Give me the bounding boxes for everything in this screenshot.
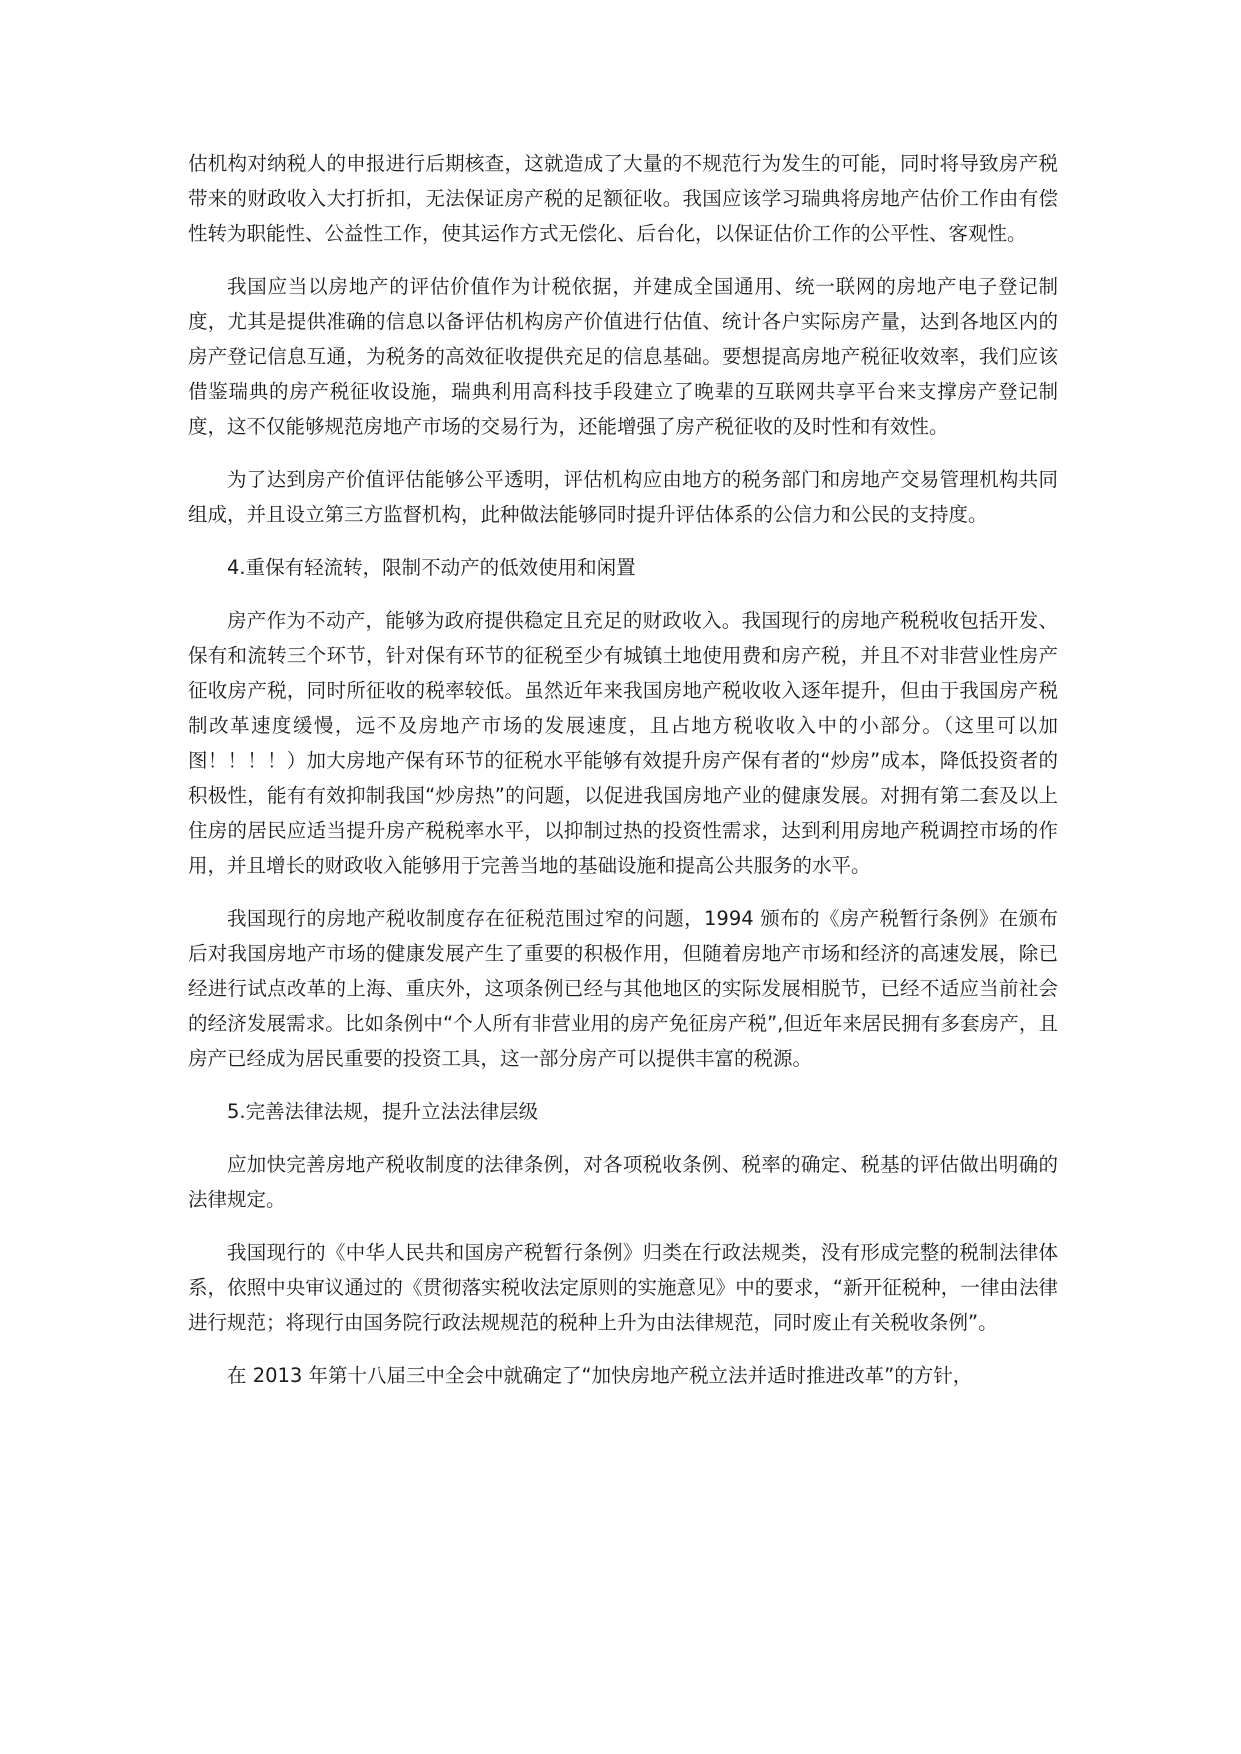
paragraph-holding-tax: 房产作为不动产，能够为政府提供稳定且充足的财政收入。我国现行的房地产税税收包括开发、保有和流转三个环节，针对保有环节的征税至少有城镇土地使用费和房产税，并且不对非营业性房产征收房产税，同时所征收的税率较低。虽然近年来我国房地产税收收入逐年提升，但由于我国房产税制改革速度缓慢，远不及房地产市场的发展速度，且占地方税收收入中的小部分。（这里可以加图！！！！）加大房地产保有环节的征税水平能够有效提升房产保有者的“炒房”成本，降低投资者的积极性，能有有效抑制我国“炒房热”的问题，以促进我国房地产业的健康发展。对拥有第二套及以上住房的居民应适当提升房产税税率水平，以抑制过热的投资性需求，达到利用房地产税调控市场的作用，并且增长的财政收入能够用于完善当地的基础设施和提高公共服务的水平。	[188, 609, 1058, 877]
paragraph-valuation-basis: 我国应当以房地产的评估价值作为计税依据，并建成全国通用、统一联网的房地产电子登记制度，尤其是提供准确的信息以备评估机构房产价值进行估值、统计各户实际房产量，达到各地区内的房产登记信息互通，为税务的高效征收提供充足的信息基础。要想提高房地产税征收效率，我们应该借鉴瑞典的房产税征收设施，瑞典利用高科技手段建立了晚辈的互联网共享平台来支撑房产登记制度，这不仅能够规范房地产市场的交易行为，还能增强了房产税征收的及时性和有效性。	[188, 275, 1058, 438]
paragraph-continuation: 估机构对纳税人的申报进行后期核查，这就造成了大量的不规范行为发生的可能，同时将导致房产税带来的财政收入大打折扣，无法保证房产税的足额征收。我国应该学习瑞典将房地产估价工作由有偿性转为职能性、公益性工作，使其运作方式无偿化、后台化，以保证估价工作的公平性、客观性。	[188, 152, 1058, 245]
section-heading-4: 4.重保有轻流转，限制不动产的低效使用和闲置	[227, 556, 636, 579]
section-heading-5: 5.完善法律法规，提升立法法律层级	[227, 1100, 539, 1123]
paragraph-legal-rules: 应加快完善房地产税收制度的法律条例，对各项税收条例、税率的确定、税基的评估做出明确的法律规定。	[188, 1153, 1058, 1211]
paragraph-tax-scope: 我国现行的房地产税收制度存在征税范围过窄的问题，1994 颁布的《房产税暂行条例》在颁布后对我国房地产市场的健康发展产生了重要的积极作用，但随着房地产市场和经济的高速发展，除已经进行试点改革的上海、重庆外，这项条例已经与其他地区的实际发展相脱节，已经不适应当前社会的经济发展需求。比如条例中“个人所有非营业用的房产免征房产税”,但近年来居民拥有多套房产，且房产已经成为居民重要的投资工具，这一部分房产可以提供丰富的税源。	[188, 907, 1058, 1070]
paragraph-valuation-agency: 为了达到房产价值评估能够公平透明，评估机构应由地方的税务部门和房地产交易管理机构共同组成，并且设立第三方监督机构，此种做法能够同时提升评估体系的公信力和公民的支持度。	[188, 468, 1058, 526]
paragraph-current-regulation: 我国现行的《中华人民共和国房产税暂行条例》归类在行政法规类，没有形成完整的税制法律体系，依照中央审议通过的《贯彻落实税收法定原则的实施意见》中的要求，“新开征税种，一律由法律进行规范；将现行由国务院行政法规规范的税种上升为由法律规范，同时废止有关税收条例”。	[188, 1241, 1058, 1334]
document-page	[188, 146, 1058, 1411]
paragraph-2013-plenum: 在 2013 年第十八届三中全会中就确定了“加快房地产税立法并适时推进改革”的方针，	[227, 1364, 973, 1387]
